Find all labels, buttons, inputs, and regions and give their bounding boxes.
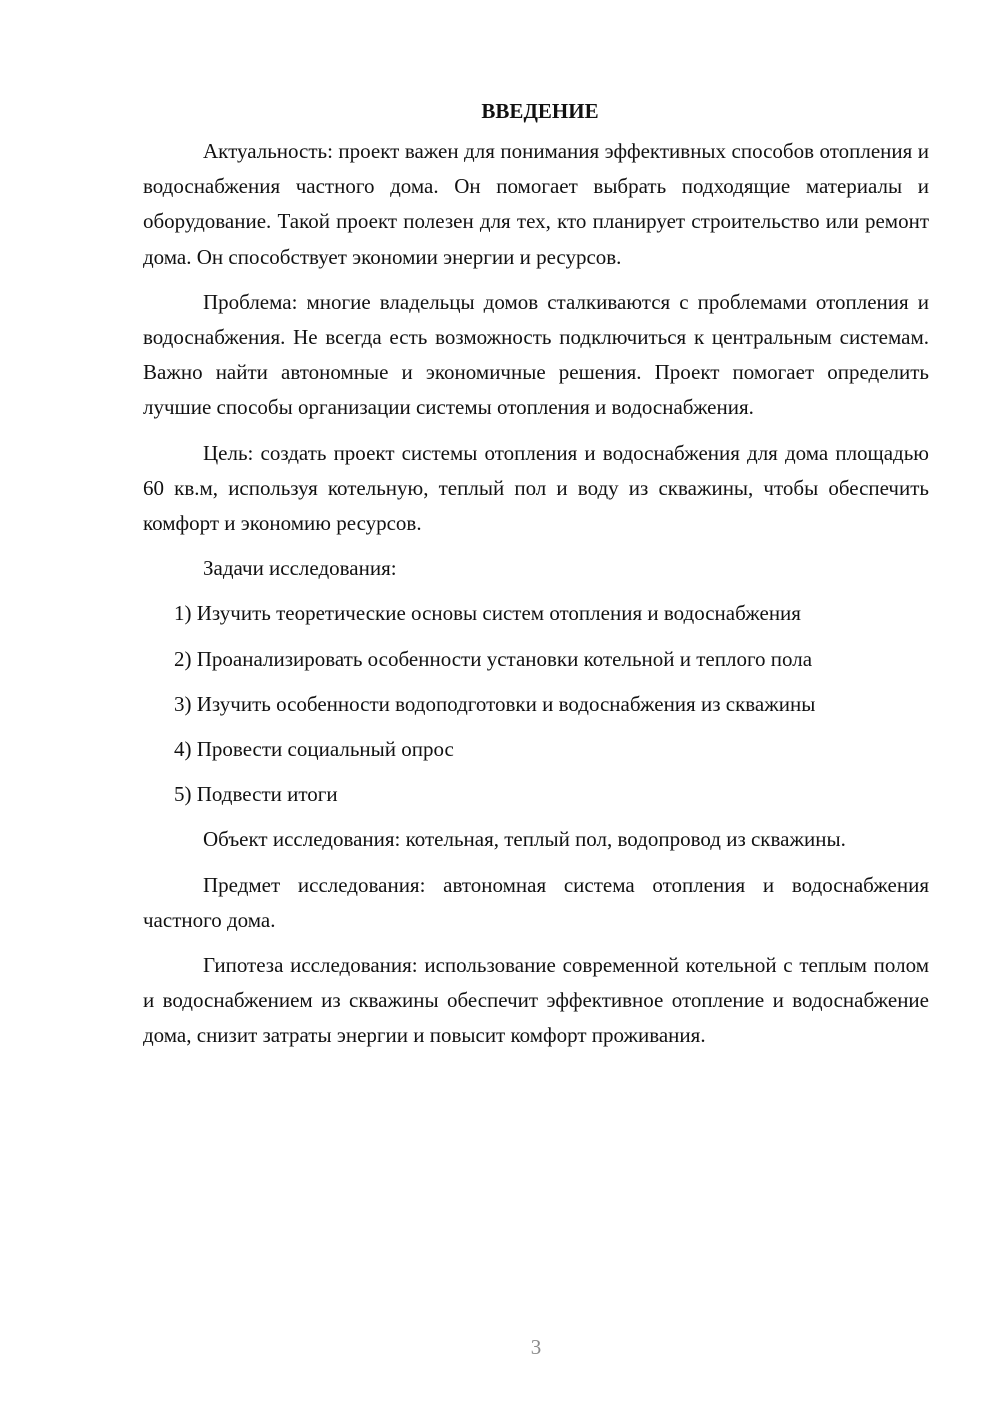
paragraph-subject: Предмет исследования: автономная система отопления и водоснабжения частного дома.	[143, 872, 929, 932]
paragraph-problem: Проблема: многие владельцы домов сталкиваются с проблемами отопления и водоснабжения. Не всегда есть возможность подключиться к центральным системам. Важно найти автономные и экономичные решения. Проект помогает определить лучшие способы организации системы отопления и водоснабжения.	[143, 289, 929, 420]
document-page	[143, 98, 929, 1064]
task-item-5: 5) Подвести итоги	[174, 782, 338, 807]
paragraph-hypothesis: Гипотеза исследования: использование современной котельной с теплым полом и водоснабжением из скважины обеспечит эффективное отопление и водоснабжение дома, снизит затраты энергии и повысит комфорт проживания.	[143, 953, 929, 1048]
task-item-3: 3) Изучить особенности водоподготовки и водоснабжения из скважины	[174, 691, 816, 716]
paragraph-tasks-heading: Задачи исследования:	[203, 556, 397, 581]
task-item-2: 2) Проанализировать особенности установки котельной и теплого пола	[174, 646, 813, 671]
paragraph-relevance: Актуальность: проект важен для понимания эффективных способов отопления и водоснабжения частного дома. Он помогает выбрать подходящие материалы и оборудование. Такой проект полезен для тех, кто планирует строительство или ремонт дома. Он способствует экономии энергии и ресурсов.	[143, 139, 929, 269]
paragraph-goal: Цель: создать проект системы отопления и водоснабжения для дома площадью 60 кв.м, используя котельную, теплый пол и воду из скважины, чтобы обеспечить комфорт и экономию ресурсов.	[143, 440, 929, 536]
task-item-1: 1) Изучить теоретические основы систем отопления и водоснабжения	[174, 601, 801, 626]
paragraph-object: Объект исследования: котельная, теплый пол, водопровод из скважины.	[203, 827, 846, 852]
section-title: ВВЕДЕНИЕ	[481, 99, 599, 123]
task-item-4: 4) Провести социальный опрос	[174, 737, 454, 762]
page-number: 3	[530, 1335, 542, 1359]
